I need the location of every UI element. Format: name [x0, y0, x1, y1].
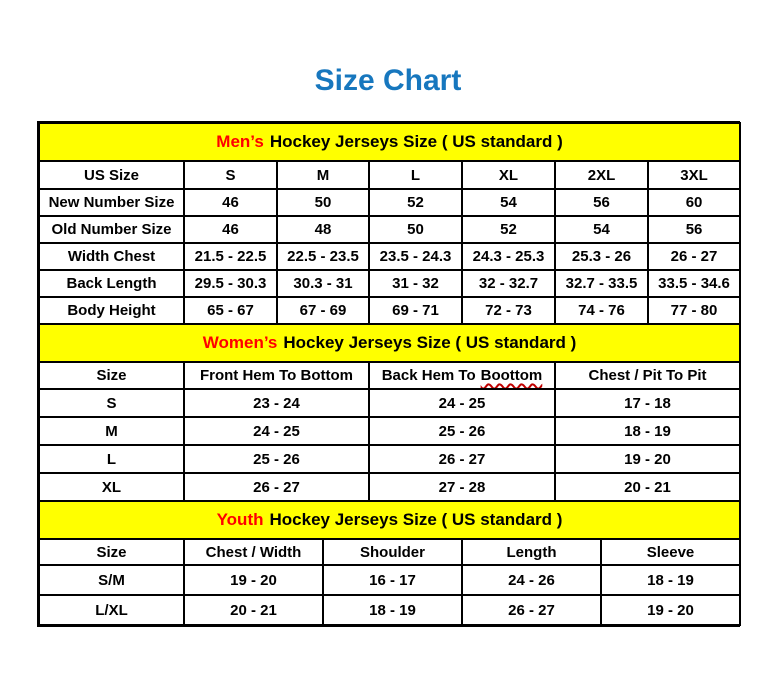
- value-cell: 56: [648, 216, 740, 243]
- value-cell: 24 - 25: [184, 417, 369, 445]
- size-chart-table: [37, 121, 740, 627]
- column-header-cell: Chest / Pit To Pit: [555, 362, 740, 389]
- column-header-cell: Chest / Width: [184, 539, 323, 565]
- table-row: [39, 389, 740, 417]
- value-cell: 32.7 - 33.5: [555, 270, 648, 297]
- value-cell: 69 - 71: [369, 297, 462, 324]
- table-row: [39, 216, 740, 243]
- value-cell: 26 - 27: [369, 445, 555, 473]
- page-title: Size Chart: [314, 64, 462, 97]
- value-cell: 25.3 - 26: [555, 243, 648, 270]
- row-label-cell: Old Number Size: [39, 216, 184, 243]
- youth-section-label: Hockey Jerseys Size ( US standard ): [269, 510, 563, 529]
- value-cell: 60: [648, 189, 740, 216]
- mens-section-label-accent: Men’s: [216, 132, 264, 151]
- value-cell: 20 - 21: [184, 595, 323, 625]
- column-header-cell: Shoulder: [323, 539, 462, 565]
- value-cell: 17 - 18: [555, 389, 740, 417]
- value-cell: 74 - 76: [555, 297, 648, 324]
- value-cell: 16 - 17: [323, 565, 462, 595]
- column-header-cell: Front Hem To Bottom: [184, 362, 369, 389]
- row-label-cell: Width Chest: [39, 243, 184, 270]
- table-row: [39, 445, 740, 473]
- womens-size-table: [38, 325, 741, 502]
- column-header-cell: Sleeve: [601, 539, 740, 565]
- value-cell: 26 - 27: [648, 243, 740, 270]
- value-cell: 50: [277, 189, 369, 216]
- column-header-cell: M: [277, 161, 369, 189]
- value-cell: 27 - 28: [369, 473, 555, 501]
- table-row: [39, 565, 740, 595]
- table-row: [39, 270, 740, 297]
- mens-section-label: Hockey Jerseys Size ( US standard ): [269, 132, 563, 151]
- value-cell: 24 - 26: [462, 565, 601, 595]
- row-label-cell: New Number Size: [39, 189, 184, 216]
- value-cell: 19 - 20: [601, 595, 740, 625]
- row-label-cell: XL: [39, 473, 184, 501]
- column-header-cell: L: [369, 161, 462, 189]
- value-cell: 18 - 19: [601, 565, 740, 595]
- youth-section-header: [39, 502, 740, 539]
- value-cell: 24 - 25: [369, 389, 555, 417]
- misspelled-word: Boottom: [480, 367, 543, 384]
- column-header-cell: Length: [462, 539, 601, 565]
- value-cell: 46: [184, 189, 277, 216]
- value-cell: 21.5 - 22.5: [184, 243, 277, 270]
- value-cell: 26 - 27: [462, 595, 601, 625]
- value-cell: 18 - 19: [555, 417, 740, 445]
- row-label-cell: S: [39, 389, 184, 417]
- value-cell: 31 - 32: [369, 270, 462, 297]
- column-header-cell: US Size: [39, 161, 184, 189]
- value-cell: 23.5 - 24.3: [369, 243, 462, 270]
- value-cell: 18 - 19: [323, 595, 462, 625]
- row-label-cell: S/M: [39, 565, 184, 595]
- value-cell: 30.3 - 31: [277, 270, 369, 297]
- row-label-cell: Body Height: [39, 297, 184, 324]
- value-cell: 77 - 80: [648, 297, 740, 324]
- column-header-cell: Size: [39, 362, 184, 389]
- column-header-text: Back Hem To: [381, 367, 476, 384]
- table-row: [39, 243, 740, 270]
- table-row: [39, 595, 740, 625]
- value-cell: 52: [462, 216, 555, 243]
- youth-size-table: [38, 502, 741, 626]
- row-label-cell: L: [39, 445, 184, 473]
- value-cell: 24.3 - 25.3: [462, 243, 555, 270]
- value-cell: 67 - 69: [277, 297, 369, 324]
- value-cell: 46: [184, 216, 277, 243]
- value-cell: 20 - 21: [555, 473, 740, 501]
- value-cell: 19 - 20: [184, 565, 323, 595]
- value-cell: 33.5 - 34.6: [648, 270, 740, 297]
- youth-section-header-row: [39, 502, 740, 539]
- value-cell: 23 - 24: [184, 389, 369, 417]
- womens-section-label: Hockey Jerseys Size ( US standard ): [283, 333, 577, 352]
- column-header-cell: [369, 362, 555, 389]
- womens-section-label-accent: Women’s: [202, 333, 278, 352]
- value-cell: 54: [555, 216, 648, 243]
- value-cell: 72 - 73: [462, 297, 555, 324]
- table-row: [39, 417, 740, 445]
- value-cell: 52: [369, 189, 462, 216]
- table-row: [39, 161, 740, 189]
- value-cell: 29.5 - 30.3: [184, 270, 277, 297]
- value-cell: 48: [277, 216, 369, 243]
- table-row: [39, 362, 740, 389]
- column-header-cell: S: [184, 161, 277, 189]
- table-row: [39, 297, 740, 324]
- column-header-cell: 2XL: [555, 161, 648, 189]
- value-cell: 50: [369, 216, 462, 243]
- mens-section-header: [39, 123, 740, 161]
- column-header-cell: 3XL: [648, 161, 740, 189]
- value-cell: 22.5 - 23.5: [277, 243, 369, 270]
- value-cell: 25 - 26: [184, 445, 369, 473]
- value-cell: 19 - 20: [555, 445, 740, 473]
- youth-section-label-accent: Youth: [216, 510, 264, 529]
- column-header-cell: Size: [39, 539, 184, 565]
- table-row: [39, 473, 740, 501]
- value-cell: 65 - 67: [184, 297, 277, 324]
- value-cell: 26 - 27: [184, 473, 369, 501]
- value-cell: 32 - 32.7: [462, 270, 555, 297]
- womens-section-header-row: [39, 325, 740, 362]
- womens-section-header: [39, 325, 740, 362]
- column-header-cell: XL: [462, 161, 555, 189]
- table-row: [39, 189, 740, 216]
- mens-size-table: [38, 122, 741, 325]
- mens-section-header-row: [39, 123, 740, 161]
- row-label-cell: Back Length: [39, 270, 184, 297]
- table-row: [39, 539, 740, 565]
- value-cell: 25 - 26: [369, 417, 555, 445]
- row-label-cell: M: [39, 417, 184, 445]
- value-cell: 56: [555, 189, 648, 216]
- row-label-cell: L/XL: [39, 595, 184, 625]
- value-cell: 54: [462, 189, 555, 216]
